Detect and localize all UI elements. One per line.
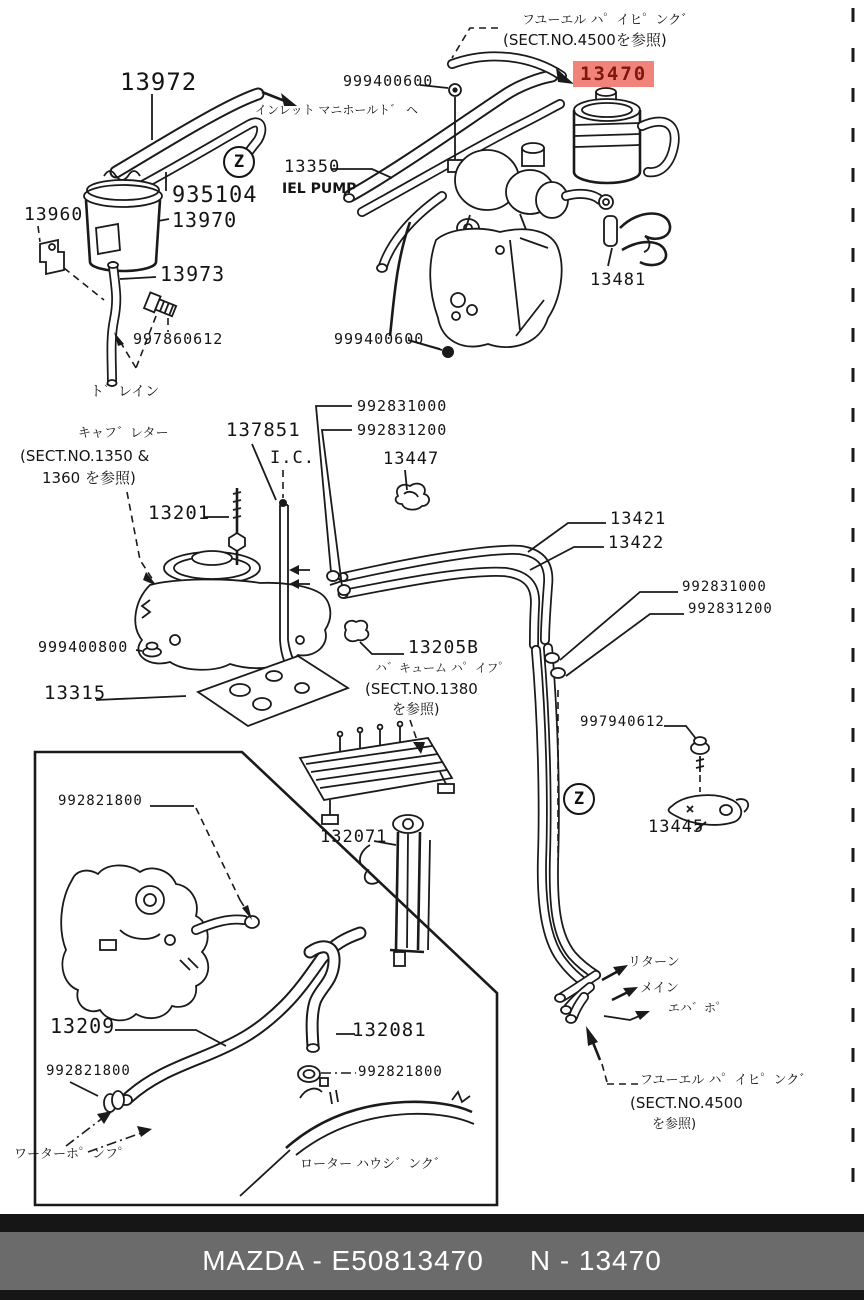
note-carburetor-2: (SECT.NO.1350 &	[20, 447, 150, 465]
note-drain: ト゛レイン	[90, 384, 160, 400]
part-label-13973: 13973	[160, 262, 226, 286]
zone-marker-top: Z	[223, 146, 255, 178]
footer-catalog-number: N - 13470	[529, 1245, 662, 1276]
fuel-pump-assembly	[331, 72, 613, 358]
canister-13970	[84, 171, 169, 271]
part-label-13201: 13201	[148, 502, 211, 524]
part-label-137851: 137851	[226, 419, 301, 441]
part-label-999400800: 999400800	[38, 638, 129, 656]
part-label-13445: 13445	[648, 817, 705, 837]
note-main-line: メイン	[640, 981, 679, 996]
part-label-992821800-top: 992821800	[58, 793, 143, 809]
note-rotor-housing: ローター ハウシ゛ンク゛	[300, 1157, 447, 1172]
part-label-13470-highlighted[interactable]: 13470	[573, 61, 654, 87]
part-label-992831200-top: 992831200	[357, 421, 448, 439]
part-label-13421: 13421	[610, 509, 667, 529]
note-fuel-piping-bottom-2: (SECT.NO.4500	[630, 1094, 743, 1112]
note-carburetor-3: 1360 を参照)	[42, 469, 136, 487]
water-pump-arrows	[66, 1111, 152, 1152]
note-vacuum-pipe-3: を参照)	[392, 702, 440, 718]
part-label-935104: 935104	[172, 183, 258, 208]
note-carburetor-1: キャフ゛レター	[78, 426, 169, 441]
note-return-line: リターン	[628, 955, 680, 970]
part-label-992831000-right: 992831000	[682, 579, 767, 595]
part-label-992821800-left: 992821800	[46, 1063, 131, 1079]
part-label-13350: 13350	[284, 157, 341, 177]
note-inlet-manifold: インレット マニホールト゛ ヘ	[255, 103, 418, 117]
grommet-997940612	[664, 726, 709, 792]
clamp-leaders-top	[316, 406, 352, 595]
bracket-13960	[38, 226, 104, 300]
part-label-999400600-bottom: 999400600	[334, 330, 425, 348]
part-label-132081: 132081	[352, 1019, 427, 1041]
note-ic: I.C.	[270, 448, 315, 468]
tube-13973	[108, 262, 157, 386]
part-label-992831000-top: 992831000	[357, 397, 448, 415]
rotor-housing-edge	[240, 1078, 474, 1196]
fuel-lines-right	[536, 592, 684, 1084]
zone-marker-bottom: Z	[563, 783, 595, 815]
note-vacuum-pipe-1: ハ゛キューム ハ゜イフ゜	[375, 661, 511, 675]
engine-front-cover	[61, 806, 259, 1020]
part-label-13972: 13972	[120, 68, 198, 96]
note-evap-line: エハ゛ホ゜	[668, 1001, 729, 1015]
part-label-13205b: 13205B	[408, 637, 480, 658]
hoses-13421-13422	[339, 523, 607, 645]
part-label-13422: 13422	[608, 533, 665, 553]
clamp-13481	[604, 214, 670, 267]
part-label-992821800-right: 992821800	[358, 1064, 443, 1080]
part-label-13447: 13447	[383, 449, 440, 469]
part-label-13315: 13315	[44, 682, 107, 704]
note-fuel-piping-bottom-1: フユーエル ハ゜イヒ゜ンク゛	[640, 1073, 813, 1088]
note-fuel-piping-top-1: フユーエル ハ゜イヒ゜ンク゛	[522, 13, 695, 28]
note-fuel-piping-top-2: (SECT.NO.4500を参照)	[503, 31, 667, 49]
part-label-992831200-right: 992831200	[688, 601, 773, 617]
footer-bar	[0, 1232, 864, 1290]
part-label-13209: 13209	[50, 1014, 116, 1038]
part-label-132071: 132071	[320, 827, 388, 847]
footer-top-rule	[0, 1214, 864, 1232]
part-label-13960: 13960	[24, 204, 84, 225]
part-label-997860612: 997860612	[133, 330, 224, 348]
footer-bottom-rule	[0, 1290, 864, 1300]
clamp-13447	[396, 470, 429, 510]
note-fuel-piping-bottom-3: を参照)	[652, 1117, 697, 1132]
carburetor-assembly	[127, 444, 345, 694]
note-fuel-pump: IEL PUMP	[282, 181, 357, 197]
part-label-997940612: 997940612	[580, 714, 665, 730]
part-label-999400600-top: 999400600	[343, 72, 434, 90]
part-label-13481: 13481	[590, 270, 647, 290]
note-water-pump: ワーターホ゜ンフ゜	[14, 1147, 132, 1162]
note-vacuum-pipe-2: (SECT.NO.1380	[365, 680, 478, 698]
footer-brand-part: MAZDA - E50813470	[202, 1245, 484, 1276]
part-label-13970: 13970	[172, 208, 238, 232]
hose-132081	[298, 947, 356, 1082]
